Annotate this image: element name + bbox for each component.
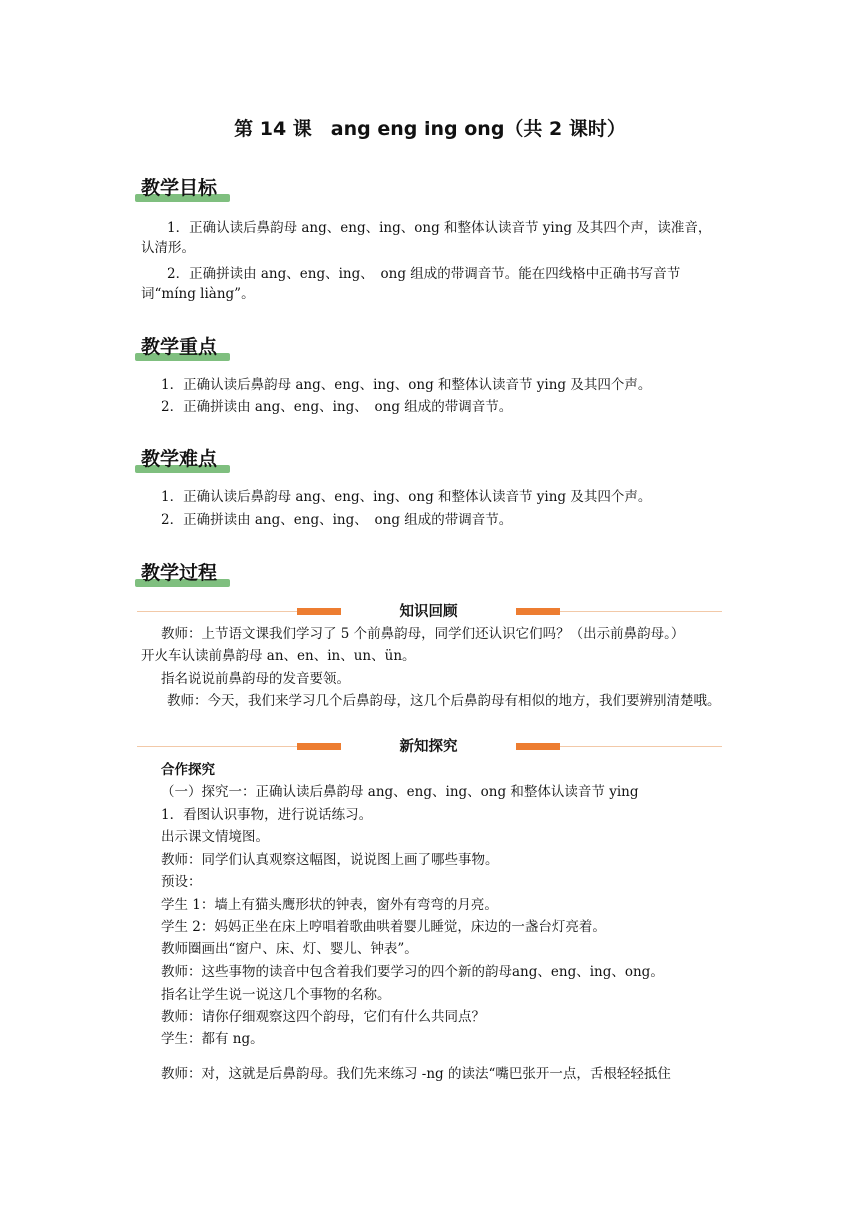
subsection-divider-review [137,601,722,623]
section-heading-difficulties [141,447,291,473]
divider-line [137,611,297,612]
inquiry-line: 教师：对，这就是后鼻韵母。我们先来练习 -ng 的读法“嘴巴张开一点，舌根轻轻抵住 [161,1066,671,1082]
review-line-1: 教师：上节语文课我们学习了 5 个前鼻韵母，同学们还认识它们吗？（出示前鼻韵母。） [161,626,685,642]
divider-block [516,743,560,750]
inquiry-line: 教师：请你仔细观察这四个韵母，它们有什么共同点？ [161,1009,485,1025]
goal-item-1: 1．正确认读后鼻韵母 ang、eng、ing、ong 和整体认读音节 ying 及其四个声，读准音，认清形。 [141,220,712,256]
section-heading-label: 教学难点 [141,448,218,470]
inquiry-line: 预设： [161,874,202,890]
divider-block [297,608,341,615]
subsection-label: 知识回顾 [399,604,458,620]
divider-block [516,608,560,615]
review-line-3: 指名说说前鼻韵母的发音要领。 [161,671,350,687]
section-heading-label: 教学重点 [141,336,218,358]
section-heading-label: 教学过程 [141,562,218,584]
section-heading-process [141,561,291,587]
inquiry-line: （一）探究一：正确认读后鼻韵母 ang、eng、ing、ong 和整体认读音节 ying [161,784,639,800]
difficulty-item-2: 2．正确拼读由 ang、eng、ing、 ong 组成的带调音节。 [161,512,513,528]
divider-line [560,746,722,747]
subsection-label: 新知探究 [399,739,458,755]
section-heading-goals [141,176,291,202]
inquiry-line: 教师：这些事物的读音中包含着我们要学习的四个新的韵母ang、eng、ing、ong。 [161,964,664,980]
inquiry-line: 学生：都有 ng。 [161,1031,264,1047]
divider-line [560,611,722,612]
inquiry-line: 出示课文情境图。 [161,829,269,845]
inquiry-line: 学生 1：墙上有猫头鹰形状的钟表，窗外有弯弯的月亮。 [161,897,498,913]
inquiry-line: 教师圈画出“窗户、床、灯、婴儿、钟表”。 [161,941,418,957]
inquiry-line: 教师：同学们认真观察这幅图，说说图上画了哪些事物。 [161,852,499,868]
inquiry-line: 学生 2：妈妈正坐在床上哼唱着歌曲哄着婴儿睡觉，床边的一盏台灯亮着。 [161,919,606,935]
page-title: 第 14 课 ang eng ing ong（共 2 课时） [234,118,626,140]
review-line-2: 开火车认读前鼻韵母 an、en、in、un、ün。 [141,648,416,664]
review-line-4: 教师：今天，我们来学习几个后鼻韵母，这几个后鼻韵母有相似的地方，我们要辨别清楚哦。 [167,693,721,709]
section-heading-key-points [141,335,291,361]
difficulty-item-1: 1．正确认读后鼻韵母 ang、eng、ing、ong 和整体认读音节 ying 及其四个声。 [161,489,652,505]
divider-block [297,743,341,750]
goal-item-2: 2．正确拼读由 ang、eng、ing、 ong 组成的带调音节。能在四线格中正确书写音节词“míng liàng”。 [141,266,681,302]
section-heading-label: 教学目标 [141,177,218,199]
divider-line [137,746,297,747]
key-point-item-2: 2．正确拼读由 ang、eng、ing、 ong 组成的带调音节。 [161,399,513,415]
subsection-divider-new-knowledge [137,736,722,758]
inquiry-line: 指名让学生说一说这几个事物的名称。 [161,987,391,1003]
inquiry-line: 1．看图认识事物，进行说话练习。 [161,807,373,823]
key-point-item-1: 1．正确认读后鼻韵母 ang、eng、ing、ong 和整体认读音节 ying 及其四个声。 [161,377,652,393]
cooperative-inquiry-subheading: 合作探究 [161,762,215,778]
